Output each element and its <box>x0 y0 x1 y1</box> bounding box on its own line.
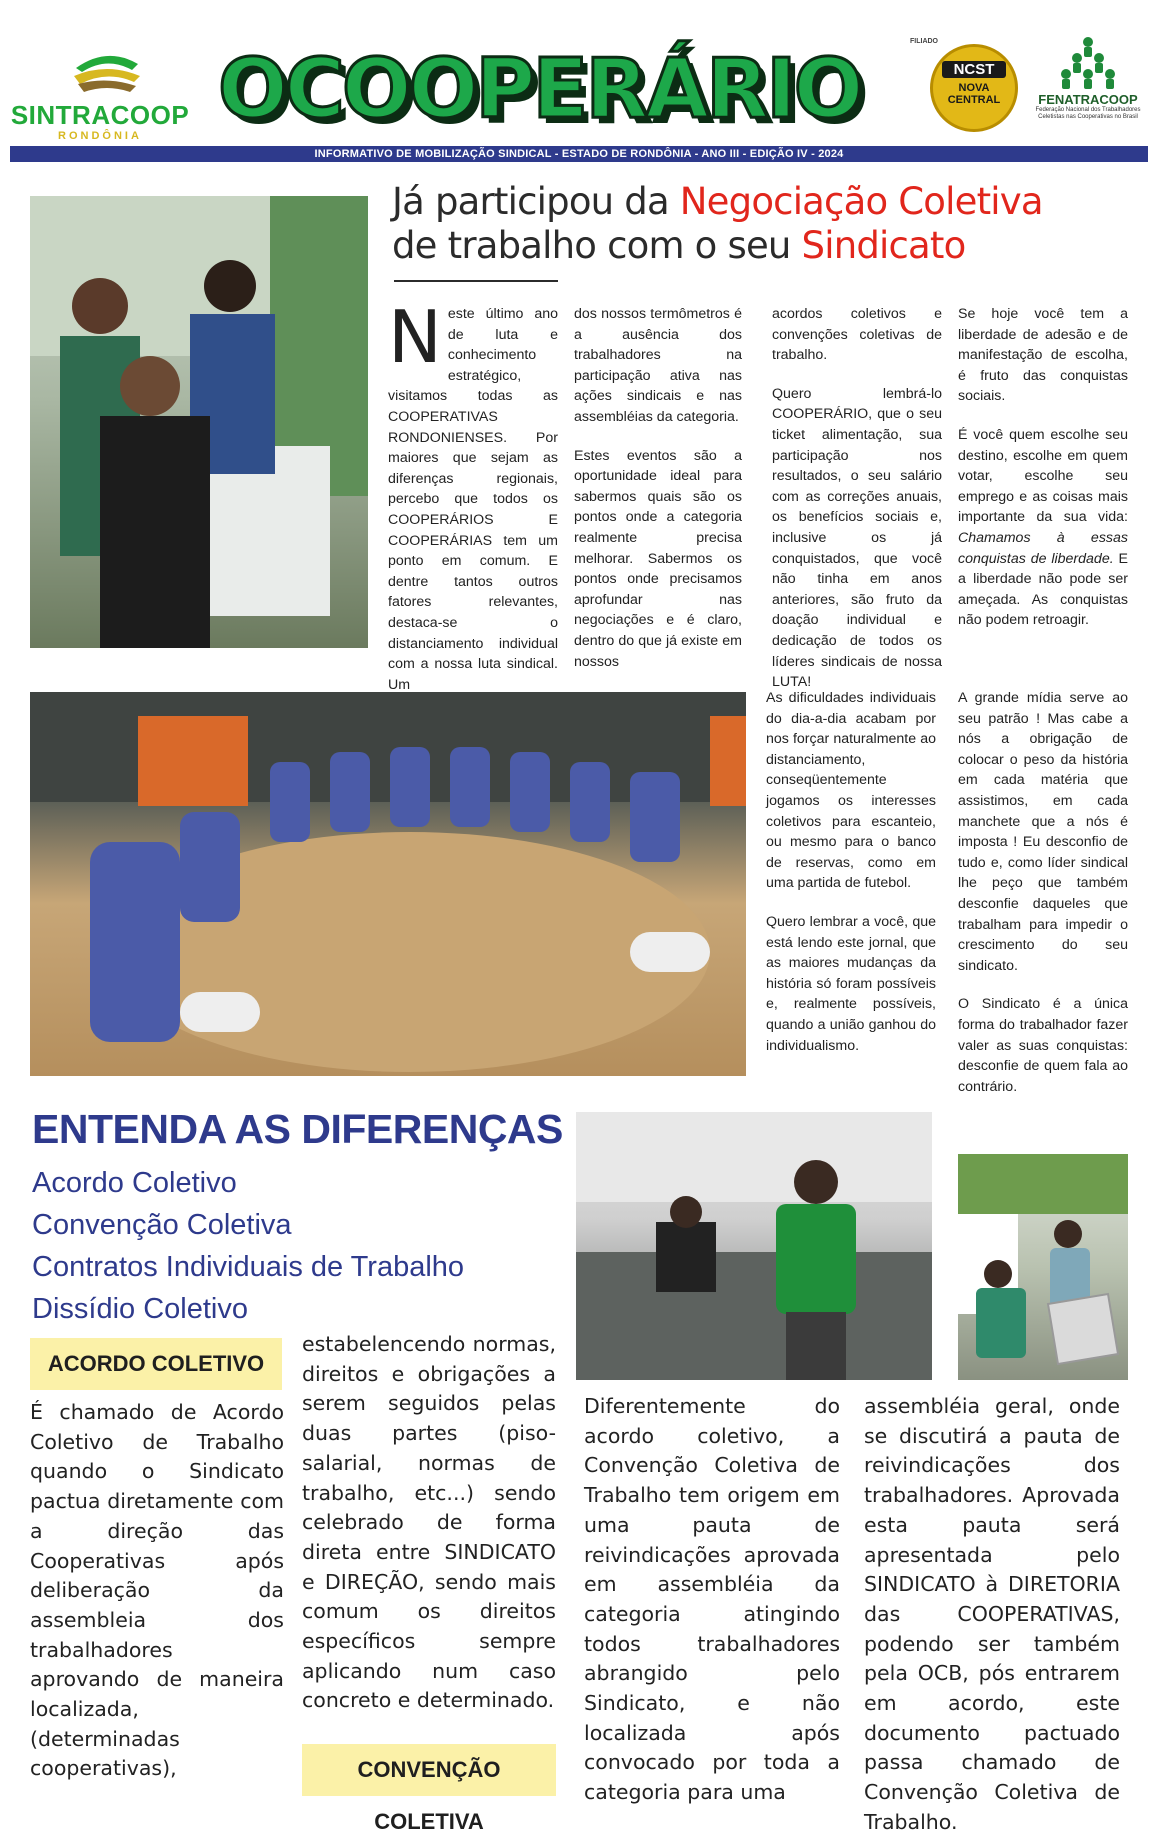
article-column-4 <box>958 304 1128 631</box>
article-paragraph <box>388 295 558 695</box>
section-list-item: Contratos Individuais de Trabalho <box>32 1251 465 1283</box>
ncst-abbr: NCST <box>942 61 1006 78</box>
article-paragraph: As dificuldades individuais do dia-a-dia acabam por nos forçar naturalmente ao distanciamento, conseqüentemente jogamos os interesses coletivos para escanteio, ou mesmo para o banco de reservas, como em uma partida de futebol. <box>766 690 936 892</box>
convencao-text-col1: Diferentemente do acordo coletivo, a Convenção Coletiva de Trabalho tem origem em uma pauta de reivindicações aprovada em assembléia da categoria atingindo todos trabalhadores abrangido pelo Sindicato, e não localizada após convocado por toda a categoria para uma <box>584 1394 840 1805</box>
tag-acordo-coletivo: ACORDO COLETIVO <box>30 1338 282 1390</box>
union-name: SINTRACOOP <box>10 100 190 130</box>
headline-part2: de trabalho com o seu <box>392 224 802 267</box>
headline-red2: Sindicato <box>801 224 966 267</box>
article-column-5 <box>766 688 936 1056</box>
article-paragraph: A grande mídia serve ao seu patrão ! Mas cabe a nós a obrigação de colocar o peso da história em cada matéria que assistimos, em cada manchete que a nós é imposta ! Eu desconfio de tudo e, como líder sindical lhe peço que também desconfie daqueles que trabalham para impedir o crescimento do seu sindicato. <box>958 690 1128 974</box>
col4-text-c: E a liberdade não pode ser ameçada. As conquistas não podem retroagir. <box>958 550 1129 629</box>
photo-assembly-circle <box>30 692 746 1076</box>
headline-part1: Já participou da <box>392 180 680 223</box>
paper-title: OCOOPERÁRIO <box>218 42 861 137</box>
article-column-6 <box>958 688 1128 1097</box>
section-list <box>32 1162 552 1330</box>
photo-ballot-illustration <box>958 1154 1128 1380</box>
acordo-text-col1: É chamado de Acordo Coletivo de Trabalho quando o Sindicato pactua diretamente com a direção das Cooperativas após deliberação da assembleia dos trabalhadores aprovando de maneira localizada, (determinadas cooperativas), <box>30 1400 284 1781</box>
info-bar: INFORMATIVO DE MOBILIZAÇÃO SINDICAL - ESTADO DE RONDÔNIA - ANO III - EDIÇÃO IV - 2024 <box>10 146 1148 162</box>
section-list-item: Acordo Coletivo <box>32 1167 237 1199</box>
col4-text-italic: Chamamos à essas conquistas de liberdade. <box>958 529 1128 567</box>
photo-ballot-box <box>958 1154 1128 1380</box>
article-column-3 <box>772 304 942 693</box>
photo-meeting-table <box>30 196 368 648</box>
handshake-logo-icon <box>72 50 142 94</box>
article-paragraph <box>958 425 1128 631</box>
union-region: RONDÔNIA <box>58 130 142 142</box>
fena-name: FENATRACOOP <box>1038 92 1138 107</box>
photo-worker-illustration <box>576 1112 932 1380</box>
photo-assembly-illustration <box>30 692 746 1076</box>
article-paragraph: Se hoje você tem a liberdade de adesão e de manifestação de escolha, é fruto das conquistas sociais. <box>958 306 1128 405</box>
article-paragraph: Estes eventos são a oportunidade ideal para sabermos quais são os pontos onde a categoria realmente precisa melhorar. Sabermos os pontos onde precisamos aprofundar nas negociações e é claro, dentro do que já existe em nossos <box>574 447 742 670</box>
acordo-text-col2: estabelencendo normas, direitos e obrigações a serem seguidos pelas duas partes (piso-salarial, normas de trabalho, etc...) sendo celebrado de forma direta entre SINDICATO e DIREÇÃO, sendo mais comum os direitos específicos sempre aplicando num caso concreto e determinado. <box>302 1332 556 1713</box>
article-paragraph: Quero lembrar a você, que está lendo este jornal, que as maiores mudanças da história só foram possíveis e, realmente possíveis, quando a união ganhou do individualismo. <box>766 913 936 1054</box>
article-paragraph: dos nossos termômetros é a ausência dos trabalhadores na participação ativa nas ações sindicais e nas assembléias da categoria. <box>574 306 742 425</box>
article-paragraph: acordos coletivos e convenções coletivas de trabalho. <box>772 306 942 364</box>
section-list-item: Convenção Coletiva <box>32 1209 292 1241</box>
sintracoop-logo <box>10 50 190 140</box>
convencao-text-col2: assembléia geral, onde se discutirá a pauta de reivindicações dos trabalhadores. Aprovada esta pauta será apresentada pelo SINDICATO à DIRETORIA das COOPERATIVAS, podendo ser também pela OCB, pós entrarem em acordo, este documento pactuado passa chamado de Convenção Coletiva de Trabalho. <box>864 1394 1120 1834</box>
photo-meeting-table-illustration <box>30 196 368 648</box>
col4-text-a: É você quem escolhe seu destino, escolhe em quem votar, escolhe seu emprego e as coisas mais importante da sua vida: <box>958 426 1128 526</box>
ncst-sub: NOVA CENTRAL <box>947 82 1001 106</box>
headline-rule <box>394 280 558 282</box>
tag-convencao-coletiva: CONVENÇÃO COLETIVA <box>302 1744 556 1796</box>
article-headline <box>392 180 1152 268</box>
people-pyramid-icon <box>1053 36 1123 92</box>
section-list-item: Dissídio Coletivo <box>32 1293 248 1325</box>
headline-red1: Negociação Coletiva <box>679 180 1043 223</box>
article-paragraph: O Sindicato é a única forma do trabalhador fazer valer as suas conquistas: desconfie de quem fala ao contrário. <box>958 996 1128 1095</box>
photo-worker-green-shirt <box>576 1112 932 1380</box>
section-title: ENTENDA AS DIFERENÇAS <box>32 1106 563 1152</box>
dropcap: N <box>388 295 442 379</box>
article-column-2 <box>574 304 742 672</box>
fena-sub: Federação Nacional dos Trabalhadores Celetistas nas Cooperativas no Brasil <box>1035 107 1141 120</box>
ncst-seal <box>930 44 1018 132</box>
masthead <box>0 0 1158 160</box>
col1-text: este último ano de luta e conhecimento estratégico, visitamos todas as COOPERATIVAS RONDONIENSES. Por maiores que sejam as diferenças regionais, percebo que todos os COOPERÁRIOS E COOPERÁRIAS tem um ponto em comum. E dentre tantos outros fatores relevantes, destaca-se o distanciamento individual com a nossa luta sindical. Um <box>388 306 558 693</box>
article-paragraph: Quero lembrá-lo COOPERÁRIO, que o seu ticket alimentação, sua participação nos resultados, o seu salário com as correções anuais, os benefícios sociais e, inclusive os já conquistados, que você não tinha em anos anteriores, são fruto da doação individual e dedicação de todos os líderes sindicais de nossa LUTA! <box>772 385 942 691</box>
filiado-label: FILIADO <box>910 38 938 45</box>
fenatracoop-logo <box>1028 36 1148 140</box>
article-column-1 <box>388 295 558 695</box>
